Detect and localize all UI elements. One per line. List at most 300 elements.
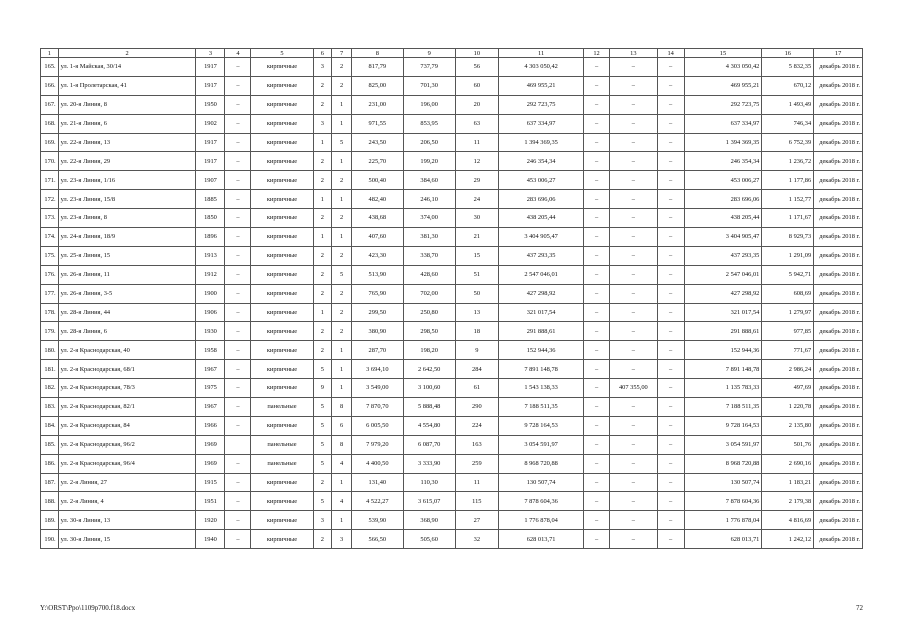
date-cell: декабрь 2018 г.: [814, 76, 863, 95]
table-cell: –: [584, 530, 610, 549]
table-cell: 3 404 905,47: [684, 228, 762, 247]
column-number-row: [41, 49, 863, 58]
table-cell: 438 205,44: [499, 209, 584, 228]
table-cell: панельные: [251, 435, 313, 454]
table-cell: 184.: [41, 416, 59, 435]
table-cell: –: [225, 360, 251, 379]
table-cell: –: [584, 322, 610, 341]
table-cell: 206,50: [403, 133, 455, 152]
table-cell: 1: [332, 360, 352, 379]
table-cell: кирпичные: [251, 322, 313, 341]
table-cell: 1902: [196, 114, 225, 133]
table-cell: 3 333,90: [403, 454, 455, 473]
table-cell: –: [225, 246, 251, 265]
date-cell: декабрь 2018 г.: [814, 416, 863, 435]
table-cell: 407 355,00: [610, 379, 658, 398]
table-cell: 224: [455, 416, 499, 435]
table-cell: 186.: [41, 454, 59, 473]
table-cell: 1917: [196, 58, 225, 77]
table-cell: кирпичные: [251, 284, 313, 303]
table-cell: 6 752,39: [762, 133, 814, 152]
date-cell: декабрь 2018 г.: [814, 511, 863, 530]
table-cell: кирпичные: [251, 511, 313, 530]
table-cell: 608,69: [762, 284, 814, 303]
table-row: [41, 152, 863, 171]
table-cell: 1906: [196, 303, 225, 322]
table-cell: 5: [313, 360, 332, 379]
table-cell: 7 188 511,35: [499, 398, 584, 417]
table-cell: 817,79: [351, 58, 403, 77]
table-cell: 1 776 878,04: [684, 511, 762, 530]
table-cell: –: [225, 530, 251, 549]
table-cell: 2: [313, 341, 332, 360]
table-cell: 110,30: [403, 473, 455, 492]
table-cell: 670,12: [762, 76, 814, 95]
table-cell: 13: [455, 303, 499, 322]
register-table: [40, 48, 863, 549]
table-cell: 1: [313, 303, 332, 322]
column-number: 7: [332, 49, 352, 58]
table-cell: 3: [332, 530, 352, 549]
column-number: 2: [58, 49, 196, 58]
table-cell: 190.: [41, 530, 59, 549]
table-cell: 8 968 720,88: [499, 454, 584, 473]
table-cell: 1913: [196, 246, 225, 265]
table-cell: –: [225, 473, 251, 492]
date-cell: декабрь 2018 г.: [814, 265, 863, 284]
table-cell: 1969: [196, 435, 225, 454]
table-cell: 299,50: [351, 303, 403, 322]
table-cell: –: [610, 171, 658, 190]
table-cell: 702,00: [403, 284, 455, 303]
address-cell: ул. 23-я Линия, 8: [58, 209, 196, 228]
table-cell: 1896: [196, 228, 225, 247]
column-number: 14: [657, 49, 684, 58]
table-cell: –: [225, 341, 251, 360]
table-cell: –: [657, 303, 684, 322]
table-cell: 1: [332, 228, 352, 247]
table-cell: 380,90: [351, 322, 403, 341]
table-cell: –: [657, 58, 684, 77]
table-cell: 438 205,44: [684, 209, 762, 228]
column-number: 16: [762, 49, 814, 58]
table-cell: 3: [313, 58, 332, 77]
table-cell: 180.: [41, 341, 59, 360]
table-cell: 115: [455, 492, 499, 511]
address-cell: ул. 22-я Линия, 13: [58, 133, 196, 152]
table-cell: 4 816,69: [762, 511, 814, 530]
table-cell: 2 179,38: [762, 492, 814, 511]
table-cell: –: [610, 76, 658, 95]
table-cell: 407,60: [351, 228, 403, 247]
table-cell: 2: [313, 265, 332, 284]
table-cell: 505,60: [403, 530, 455, 549]
date-cell: декабрь 2018 г.: [814, 152, 863, 171]
table-cell: 1: [332, 379, 352, 398]
table-cell: кирпичные: [251, 114, 313, 133]
table-cell: –: [584, 133, 610, 152]
table-cell: –: [610, 398, 658, 417]
table-cell: –: [657, 511, 684, 530]
table-cell: кирпичные: [251, 492, 313, 511]
table-row: [41, 114, 863, 133]
date-cell: декабрь 2018 г.: [814, 171, 863, 190]
table-cell: 971,55: [351, 114, 403, 133]
table-cell: 321 017,54: [499, 303, 584, 322]
table-cell: 8: [332, 435, 352, 454]
table-cell: 5: [313, 435, 332, 454]
table-row: [41, 360, 863, 379]
table-cell: –: [657, 379, 684, 398]
address-cell: ул. 23-я Линия, 1/16: [58, 171, 196, 190]
date-cell: декабрь 2018 г.: [814, 341, 863, 360]
table-cell: 539,90: [351, 511, 403, 530]
table-cell: 168.: [41, 114, 59, 133]
table-cell: –: [657, 228, 684, 247]
column-number: 1: [41, 49, 59, 58]
date-cell: декабрь 2018 г.: [814, 190, 863, 209]
table-cell: кирпичные: [251, 95, 313, 114]
table-cell: –: [657, 322, 684, 341]
column-number: 4: [225, 49, 251, 58]
table-cell: 1: [332, 190, 352, 209]
table-cell: 1: [313, 228, 332, 247]
table-cell: 566,50: [351, 530, 403, 549]
table-cell: –: [584, 284, 610, 303]
table-cell: 30: [455, 209, 499, 228]
table-cell: –: [584, 171, 610, 190]
table-cell: 9 728 164,53: [684, 416, 762, 435]
table-cell: –: [584, 303, 610, 322]
table-cell: 2: [313, 152, 332, 171]
table-cell: 3 054 591,97: [684, 435, 762, 454]
table-cell: 5 832,35: [762, 58, 814, 77]
table-cell: 24: [455, 190, 499, 209]
address-cell: ул. 2-я Линия, 4: [58, 492, 196, 511]
table-cell: 2 547 046,01: [684, 265, 762, 284]
table-row: [41, 76, 863, 95]
table-cell: –: [610, 152, 658, 171]
table-cell: 1917: [196, 76, 225, 95]
table-cell: 469 955,21: [499, 76, 584, 95]
table-cell: 482,40: [351, 190, 403, 209]
table-cell: 338,70: [403, 246, 455, 265]
table-cell: 1 776 878,04: [499, 511, 584, 530]
table-cell: 1967: [196, 360, 225, 379]
table-cell: –: [657, 95, 684, 114]
column-number: 3: [196, 49, 225, 58]
table-cell: –: [225, 58, 251, 77]
date-cell: декабрь 2018 г.: [814, 284, 863, 303]
table-row: [41, 473, 863, 492]
table-cell: 2: [313, 284, 332, 303]
address-cell: ул. 26-я Линия, 3-5: [58, 284, 196, 303]
table-cell: 637 334,97: [684, 114, 762, 133]
table-cell: 381,30: [403, 228, 455, 247]
table-cell: 7 891 148,78: [499, 360, 584, 379]
table-cell: 8: [332, 398, 352, 417]
table-cell: –: [225, 492, 251, 511]
table-row: [41, 133, 863, 152]
table-cell: –: [225, 95, 251, 114]
table-cell: 1 183,21: [762, 473, 814, 492]
table-cell: 5: [313, 398, 332, 417]
table-cell: 1: [313, 190, 332, 209]
table-row: [41, 171, 863, 190]
table-cell: 175.: [41, 246, 59, 265]
table-cell: 3 054 591,97: [499, 435, 584, 454]
column-number: 13: [610, 49, 658, 58]
table-cell: 283 696,06: [684, 190, 762, 209]
table-cell: –: [225, 416, 251, 435]
table-row: [41, 530, 863, 549]
table-cell: –: [225, 511, 251, 530]
table-cell: 3 615,07: [403, 492, 455, 511]
table-cell: 427 298,92: [684, 284, 762, 303]
table-cell: 5: [313, 492, 332, 511]
table-cell: –: [657, 360, 684, 379]
table-cell: 4 522,27: [351, 492, 403, 511]
table-cell: 50: [455, 284, 499, 303]
table-cell: 5: [332, 133, 352, 152]
table-cell: 2 642,50: [403, 360, 455, 379]
table-cell: 1900: [196, 284, 225, 303]
table-cell: кирпичные: [251, 341, 313, 360]
column-number: 12: [584, 49, 610, 58]
table-cell: –: [610, 435, 658, 454]
column-number: 9: [403, 49, 455, 58]
table-cell: –: [225, 265, 251, 284]
table-cell: 3: [313, 511, 332, 530]
table-cell: 1940: [196, 530, 225, 549]
table-cell: 321 017,54: [684, 303, 762, 322]
table-cell: панельные: [251, 398, 313, 417]
table-cell: 1969: [196, 454, 225, 473]
table-cell: –: [657, 284, 684, 303]
table-cell: 61: [455, 379, 499, 398]
table-row: [41, 492, 863, 511]
table-cell: 5: [313, 416, 332, 435]
table-cell: 384,60: [403, 171, 455, 190]
table-cell: 3 100,60: [403, 379, 455, 398]
table-cell: 427 298,92: [499, 284, 584, 303]
table-cell: 6 005,50: [351, 416, 403, 435]
table-cell: 2: [313, 95, 332, 114]
table-cell: –: [657, 114, 684, 133]
table-cell: 291 888,61: [499, 322, 584, 341]
table-cell: 2: [332, 284, 352, 303]
table-cell: 9 728 164,53: [499, 416, 584, 435]
table-cell: 11: [455, 133, 499, 152]
table-cell: кирпичные: [251, 265, 313, 284]
table-cell: 196,00: [403, 95, 455, 114]
table-cell: 246 354,34: [684, 152, 762, 171]
table-cell: –: [584, 246, 610, 265]
table-cell: 825,00: [351, 76, 403, 95]
table-row: [41, 454, 863, 473]
table-cell: 437 293,35: [499, 246, 584, 265]
table-cell: 163: [455, 435, 499, 454]
table-cell: 637 334,97: [499, 114, 584, 133]
table-cell: –: [657, 454, 684, 473]
table-cell: кирпичные: [251, 209, 313, 228]
table-cell: 1 279,97: [762, 303, 814, 322]
table-cell: 174.: [41, 228, 59, 247]
table-cell: –: [584, 95, 610, 114]
table-cell: 177.: [41, 284, 59, 303]
table-cell: –: [610, 246, 658, 265]
table-cell: 1 394 369,35: [499, 133, 584, 152]
date-cell: декабрь 2018 г.: [814, 492, 863, 511]
table-cell: –: [657, 76, 684, 95]
table-cell: кирпичные: [251, 133, 313, 152]
table-cell: –: [225, 398, 251, 417]
table-cell: 7 979,20: [351, 435, 403, 454]
table-cell: 4 303 050,42: [684, 58, 762, 77]
table-cell: кирпичные: [251, 58, 313, 77]
table-cell: 1 152,77: [762, 190, 814, 209]
table-cell: 27: [455, 511, 499, 530]
table-cell: 130 507,74: [499, 473, 584, 492]
table-cell: –: [584, 209, 610, 228]
table-cell: 5 942,71: [762, 265, 814, 284]
table-cell: 292 723,75: [499, 95, 584, 114]
address-cell: ул. 2-я Краснодарская, 68/1: [58, 360, 196, 379]
table-row: [41, 228, 863, 247]
table-cell: 513,90: [351, 265, 403, 284]
table-cell: 225,70: [351, 152, 403, 171]
table-cell: 423,30: [351, 246, 403, 265]
table-cell: –: [657, 209, 684, 228]
table-cell: 259: [455, 454, 499, 473]
table-cell: 1: [332, 95, 352, 114]
address-cell: ул. 2-я Краснодарская, 78/3: [58, 379, 196, 398]
table-cell: кирпичные: [251, 246, 313, 265]
table-cell: 130 507,74: [684, 473, 762, 492]
table-cell: –: [610, 530, 658, 549]
table-cell: 6: [332, 416, 352, 435]
table-cell: 7 870,70: [351, 398, 403, 417]
table-cell: –: [610, 303, 658, 322]
table-cell: 1: [313, 133, 332, 152]
table-cell: 243,50: [351, 133, 403, 152]
table-cell: 1 242,12: [762, 530, 814, 549]
table-cell: 172.: [41, 190, 59, 209]
date-cell: декабрь 2018 г.: [814, 473, 863, 492]
table-cell: 165.: [41, 58, 59, 77]
table-cell: 2: [332, 58, 352, 77]
date-cell: декабрь 2018 г.: [814, 379, 863, 398]
table-cell: 183.: [41, 398, 59, 417]
table-cell: 152 944,36: [499, 341, 584, 360]
table-cell: –: [584, 360, 610, 379]
address-cell: ул. 2-я Краснодарская, 96/4: [58, 454, 196, 473]
date-cell: декабрь 2018 г.: [814, 114, 863, 133]
table-cell: 178.: [41, 303, 59, 322]
address-cell: ул. 2-я Краснодарская, 84: [58, 416, 196, 435]
table-cell: [225, 435, 251, 454]
table-cell: –: [610, 360, 658, 379]
table-cell: 1915: [196, 473, 225, 492]
table-cell: 166.: [41, 76, 59, 95]
table-row: [41, 435, 863, 454]
table-cell: 9: [313, 379, 332, 398]
address-cell: ул. 24-я Линия, 18/9: [58, 228, 196, 247]
page-number: 72: [856, 604, 863, 612]
table-cell: 4 400,50: [351, 454, 403, 473]
address-cell: ул. 20-я Линия, 8: [58, 95, 196, 114]
address-cell: ул. 28-я Линия, 44: [58, 303, 196, 322]
table-cell: 4 554,80: [403, 416, 455, 435]
table-cell: 179.: [41, 322, 59, 341]
table-cell: 853,95: [403, 114, 455, 133]
table-cell: 1 220,78: [762, 398, 814, 417]
table-cell: –: [584, 265, 610, 284]
table-cell: кирпичные: [251, 530, 313, 549]
date-cell: декабрь 2018 г.: [814, 435, 863, 454]
table-cell: 1 394 369,35: [684, 133, 762, 152]
address-cell: ул. 2-я Краснодарская, 40: [58, 341, 196, 360]
table-cell: 9: [455, 341, 499, 360]
table-cell: 2: [332, 246, 352, 265]
table-cell: 131,40: [351, 473, 403, 492]
table-cell: –: [584, 398, 610, 417]
table-cell: 21: [455, 228, 499, 247]
table-cell: кирпичные: [251, 416, 313, 435]
table-cell: 3 694,10: [351, 360, 403, 379]
table-cell: 287,70: [351, 341, 403, 360]
table-cell: 5 888,48: [403, 398, 455, 417]
table-cell: 188.: [41, 492, 59, 511]
table-cell: 6 087,70: [403, 435, 455, 454]
table-cell: –: [225, 114, 251, 133]
address-cell: ул. 22-я Линия, 29: [58, 152, 196, 171]
table-cell: –: [657, 246, 684, 265]
table-cell: кирпичные: [251, 473, 313, 492]
table-row: [41, 322, 863, 341]
table-cell: 1850: [196, 209, 225, 228]
address-cell: ул. 26-я Линия, 11: [58, 265, 196, 284]
address-cell: ул. 1-я Майская, 30/14: [58, 58, 196, 77]
table-cell: кирпичные: [251, 190, 313, 209]
table-cell: –: [584, 379, 610, 398]
table-cell: кирпичные: [251, 152, 313, 171]
table-cell: –: [610, 265, 658, 284]
table-cell: 189.: [41, 511, 59, 530]
table-cell: –: [584, 190, 610, 209]
table-cell: 250,80: [403, 303, 455, 322]
date-cell: декабрь 2018 г.: [814, 133, 863, 152]
table-cell: 2: [332, 171, 352, 190]
table-cell: 1 291,09: [762, 246, 814, 265]
column-number: 10: [455, 49, 499, 58]
table-cell: –: [225, 284, 251, 303]
table-cell: 7 878 604,36: [684, 492, 762, 511]
table-cell: панельные: [251, 454, 313, 473]
table-cell: –: [584, 114, 610, 133]
table-cell: 152 944,36: [684, 341, 762, 360]
table-cell: 63: [455, 114, 499, 133]
table-cell: 1967: [196, 398, 225, 417]
table-cell: 185.: [41, 435, 59, 454]
table-cell: –: [584, 341, 610, 360]
table-cell: 1 135 783,33: [684, 379, 762, 398]
column-number: 15: [684, 49, 762, 58]
table-cell: –: [657, 530, 684, 549]
table-cell: 453 006,27: [684, 171, 762, 190]
table-cell: –: [584, 228, 610, 247]
table-cell: кирпичные: [251, 76, 313, 95]
